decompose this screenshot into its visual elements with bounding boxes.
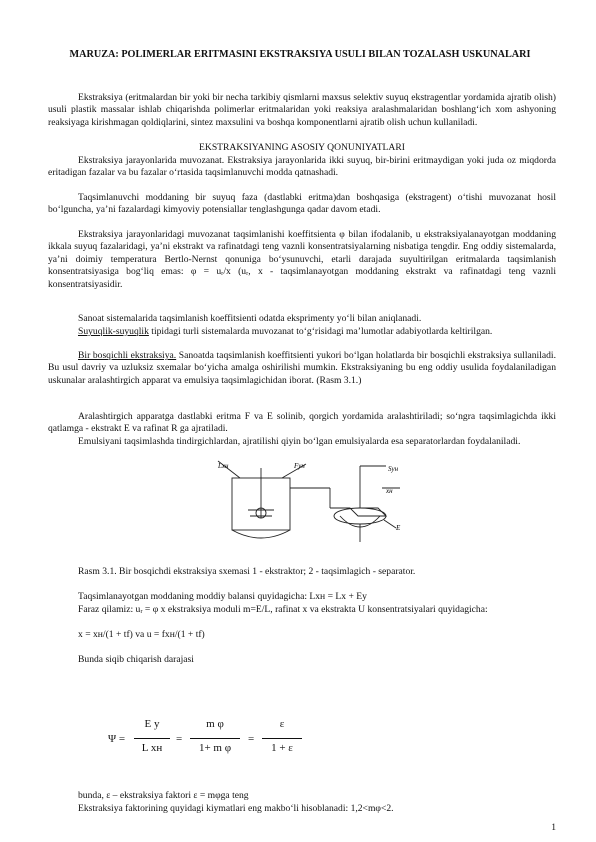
- figure-label-sy: Syн: [388, 465, 399, 473]
- psi-formula: [108, 718, 308, 766]
- formula-denominator-1: L xн: [141, 742, 163, 754]
- paragraph-mixer: Aralashtirgich apparatga dastlabki eritma F va E solinib, qorgich yordamida aralashtiriladi; so‘ngra taqsimlagichda ikki qatlamga - ekstrakt E va rafinat R ga ajratiladi.: [48, 411, 556, 435]
- figure-label-e: E: [396, 524, 401, 532]
- figure-label-lx: Lxн: [218, 462, 229, 470]
- formula-psi: Ψ =: [108, 733, 126, 745]
- paragraph-assume: Faraz qilamiz: uᵣ = φ x ekstraksiya moduli m=E/L, rafinat x va ekstrakta U konsentratsiyalari quyidagicha:: [78, 604, 488, 615]
- paragraph-coefficient: Ekstraksiya jarayonlaridagi muvozanat taqsimlanishi koeffitsienta φ bilan ifodalanib, u ekstraksiyalanayotgan moddaning ikkala suyuq fazalaridagi, ya’ni ekstrakt va rafinatdagi teng vaznli konsentratsiyalarning nisbatiga tengdir. Eng oddiy sistemalarda, ya’ni doimiy temperatura Bertlo-Nernst qonuniga bo‘ysunuvchi, etarli darajada suyultirilgan eritmalarda taqsimlanish konsentratsiyasiga bog‘liq emas: φ = uᵣ/x (uᵣ, x - taqsimlanayotgan moddaning ekstrakt va rafinatdagi teng vaznli konsentratsiyasidir.: [48, 229, 556, 290]
- page-title: MARUZA: POLIMERLAR ERITMASINI EKSTRAKSIYA USULI BILAN TOZALASH USKUNALARI: [69, 49, 531, 60]
- underlined-term: Suyuqlik-suyuqlik: [78, 326, 149, 337]
- paragraph-liquid-liquid: Suyuqlik-suyuqlik tipidagi turli sistemalarda muvozanat to‘g‘risidagi ma’lumotlar adabiyotlarda keltirilgan.: [78, 326, 493, 337]
- underlined-term: Bir bosqichli ekstraksiya.: [78, 350, 177, 361]
- paragraph-single-stage: Bir bosqichli ekstraksiya. Sanoatda taqsimlanish koeffitsienti yukori bo‘lgan holatlarda bir bosqichli ekstraksiya sullaniladi. Bu usul davriy va uzluksiz sxemalar bo‘yicha amalga oshirilishi mumkin. Ekstraksiyaning bu eng oddiy usulida foydalaniladigan uskunalar aralashtirgich apparat va emulsiya taqsimlagichidan iborat. (Rasm 3.1.): [48, 350, 556, 386]
- paragraph-industrial: Sanoat sistemalarida taqsimlanish koeffitsienti odatda eksprimenty yo‘li bilan aniqlanadi.: [78, 313, 422, 324]
- paragraph-equilibrium: Ekstraksiya jarayonlarida muvozanat. Ekstraksiya jarayonlarida ikki suyuq, bir-birini eritmaydigan yoki juda oz miqdorda eritadigan fazalar va bu fazalar o‘rtasida taqsimlanuvchi modda qatnashadi.: [48, 155, 556, 179]
- formula-equals-1: =: [176, 733, 183, 745]
- formula-numerator-1: E y: [144, 718, 160, 730]
- paragraph-balance: Taqsimlanayotgan moddaning moddiy balansi quyidagicha: Lxн = Lx + Ey: [78, 591, 367, 602]
- formula-denominator-3: 1 + ε: [271, 742, 293, 754]
- formula-numerator-3: ε: [279, 718, 285, 730]
- formula-concentrations: x = xн/(1 + tf) va u = fxн/(1 + tf): [78, 629, 205, 640]
- section-heading: EKSTRAKSIYANING ASOSIY QONUNIYATLARI: [199, 142, 405, 153]
- paragraph-factor: bunda, ε – ekstraksiya faktori ε = mφga teng: [78, 790, 249, 801]
- paragraph-optimal: Ekstraksiya faktorining quyidagi kiymatlari eng makbo‘li hisoblanadi: 1,2<mφ<2.: [78, 803, 394, 814]
- figure-label-xn: xн: [386, 487, 393, 495]
- paragraph-separators: Emulsiyani taqsimlashda tindirgichlardan, ajratilishi qiyin bo‘lgan emulsiyalarda esa separatorlardan foydalaniladi.: [78, 436, 521, 447]
- intro-paragraph: Ekstraksiya (eritmalardan bir yoki bir necha tarkibiy qismlarni maxsus selektiv suyuq ekstragentlar yordamida ajratib olish) usuli plastik massalar ishlab chiqarishda polimerlar eritmalaridan yoki reaksiya aralashmalaridan boshlang‘ich xom ashyoning reaksiyaga kirishmagan qoldiqlarini, sintez maxsulini va boshqa komponentlarni ajratib olish uchun kullaniladi.: [48, 92, 556, 128]
- formula-equals-2: =: [248, 733, 255, 745]
- figure-caption: Rasm 3.1. Bir bosqichdi ekstraksiya sxemasi 1 - ekstraktor; 2 - taqsimlagich - separator.: [78, 566, 416, 577]
- formula-denominator-2: 1+ m φ: [198, 742, 232, 754]
- page-number: 1: [551, 822, 556, 833]
- figure-label-fy: Fyн: [294, 462, 305, 470]
- formula-numerator-2: m φ: [206, 718, 224, 730]
- paragraph-transfer: Taqsimlanuvchi moddaning bir suyuq faza (dastlabki eritma)dan boshqasiga (ekstragent) o‘tishi muvozanat hosil bo‘lguncha, ya’ni fazalardagi kimyoviy potensiallar tenglashgunga qadar davom etadi.: [48, 192, 556, 216]
- paragraph-displacement: Bunda siqib chiqarish darajasi: [78, 654, 194, 665]
- extraction-scheme-figure: [210, 458, 410, 550]
